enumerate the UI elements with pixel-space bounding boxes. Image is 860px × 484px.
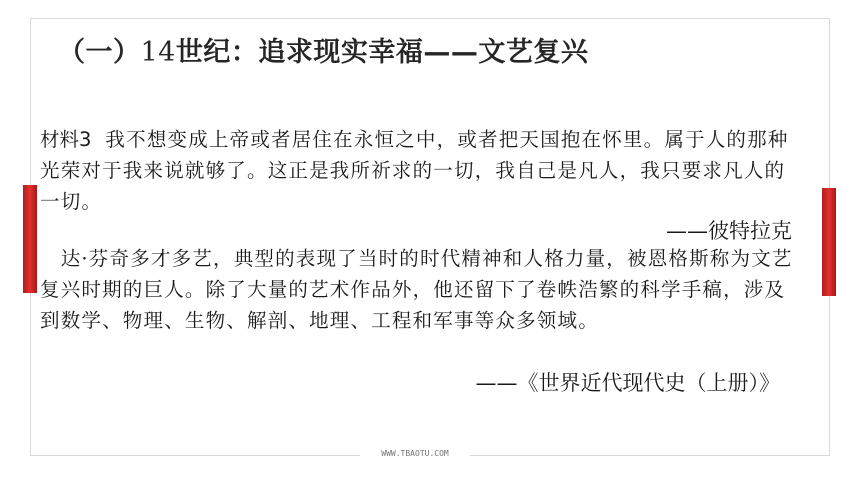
material-attribution: ——彼特拉克 <box>666 219 792 243</box>
slide-title <box>58 30 588 69</box>
left-accent-bar <box>23 185 37 293</box>
title-number: 14 <box>140 37 176 68</box>
watermark: WWW.TBAOTU.COM <box>360 446 470 462</box>
davinci-paragraph: 达·芬奇多才多艺，典型的表现了当时的时代精神和人格力量，被恩格斯称为文艺复兴时期的巨人。除了大量的艺术作品外，他还留下了卷帙浩繁的科学手稿，涉及到数学、物理、生物、解剖、地理、工程和军事等众多领域。 <box>40 247 793 332</box>
title-prefix: （一） <box>58 37 141 68</box>
title-rest: 世纪：追求现实幸福——文艺复兴 <box>175 37 589 68</box>
davinci-source: ——《世界近代现代史（上册）》 <box>475 371 780 395</box>
right-accent-bar <box>822 188 836 296</box>
material-text: 我不想变成上帝或者居住在永恒之中，或者把天国抱在怀里。属于人的那种光荣对于我来说就够了。这正是我所祈求的一切，我自己是凡人，我只要求凡人的一切。 <box>40 128 789 213</box>
material-paragraph <box>40 124 800 217</box>
material-label: 材料3 <box>40 128 92 151</box>
